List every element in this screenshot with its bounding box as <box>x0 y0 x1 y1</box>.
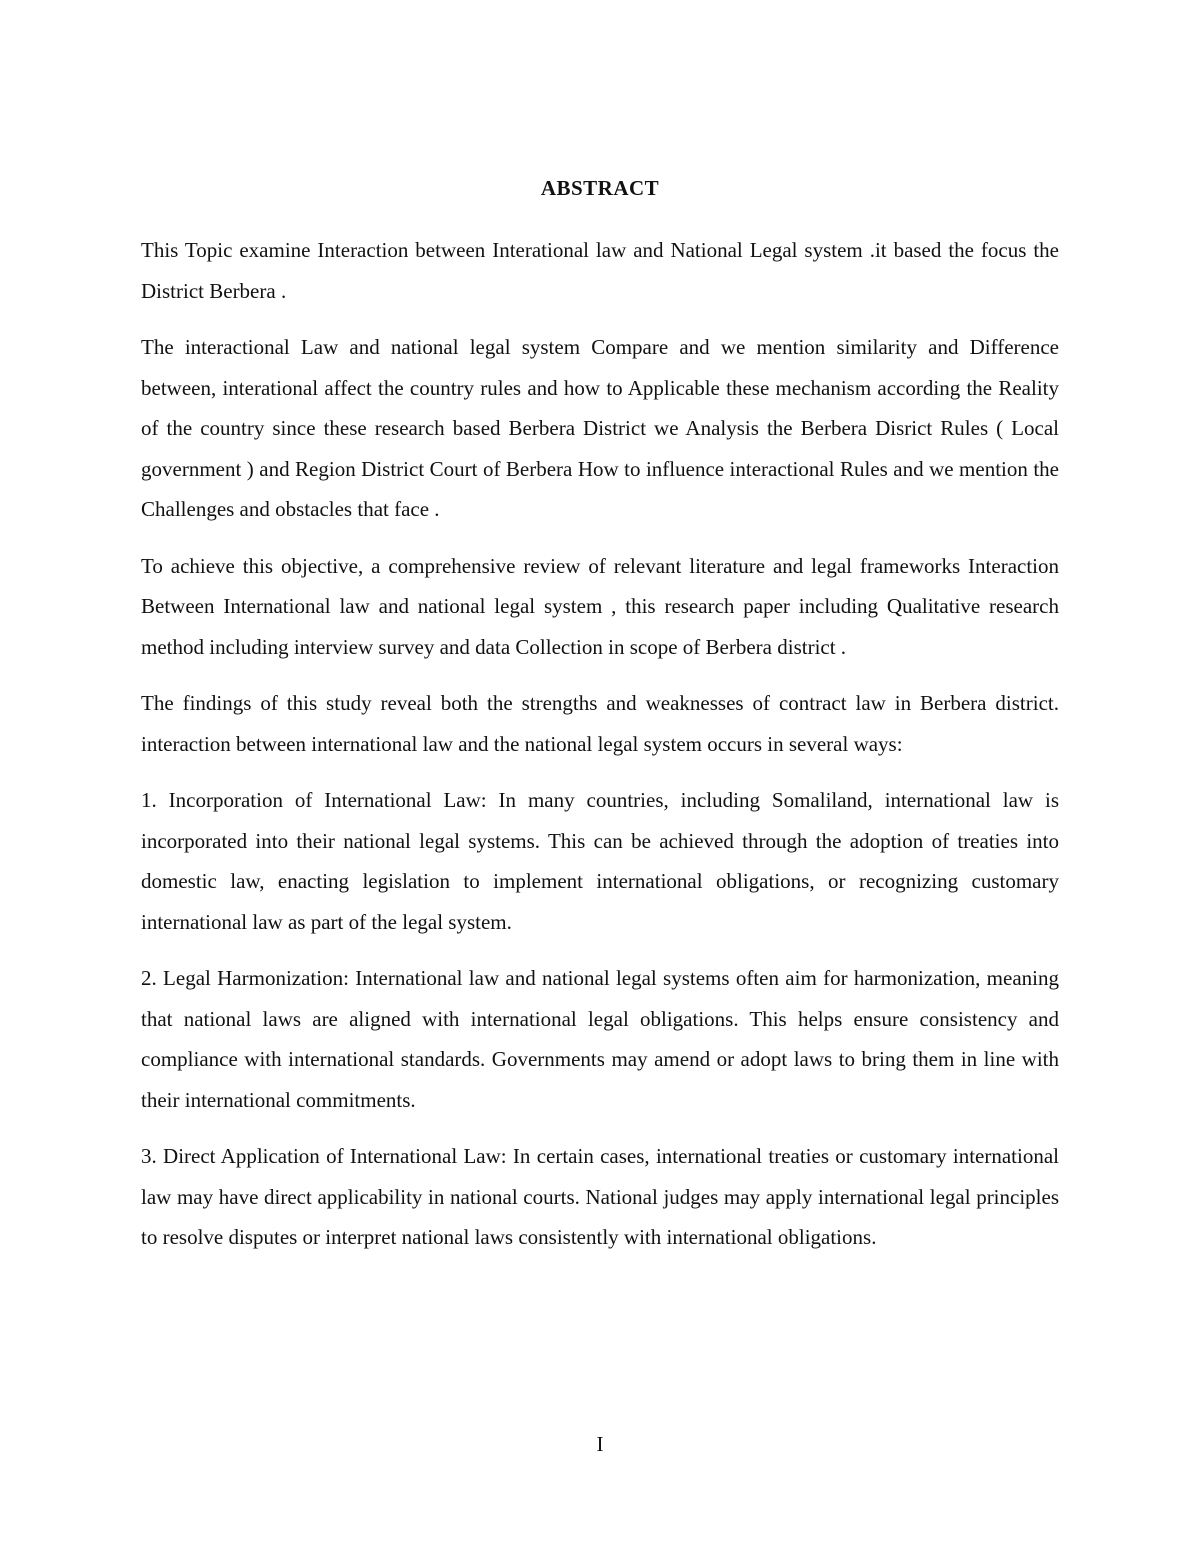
page-title: ABSTRACT <box>540 176 660 200</box>
paragraph-incorporation: 1. Incorporation of International Law: In many countries, including Somaliland, international law is incorporated into their national legal systems. This can be achieved through the adoption of treaties into domestic law, enacting legislation to implement international obligations, or recognizing customary international law as part of the legal system. <box>141 788 1059 934</box>
paragraph-topic: This Topic examine Interaction between Interational law and National Legal system .it based the focus the District Berbera . <box>141 238 1059 303</box>
paragraph-comparison: The interactional Law and national legal system Compare and we mention similarity and Difference between, interational affect the country rules and how to Applicable these mechanism according the Reality of the country since these research based Berbera District we Analysis the Berbera Disrict Rules ( Local government ) and Region District Court of Berbera How to influence interactional Rules and we mention the Challenges and obstacles that face . <box>141 335 1059 521</box>
paragraph-harmonization: 2. Legal Harmonization: International law and national legal systems often aim for harmonization, meaning that national laws are aligned with international legal obligations. This helps ensure consistency and compliance with international standards. Governments may amend or adopt laws to bring them in line with their international commitments. <box>141 966 1059 1112</box>
paragraph-direct-application: 3. Direct Application of International Law: In certain cases, international treaties or customary international law may have direct applicability in national courts. National judges may apply international legal principles to resolve disputes or interpret national laws consistently with international obligations. <box>141 1144 1059 1249</box>
abstract-body <box>141 230 1059 1274</box>
page-number: I <box>596 1432 604 1456</box>
paragraph-objective: To achieve this objective, a comprehensive review of relevant literature and legal frameworks Interaction Between International law and national legal system , this research paper including Qualitative research method including interview survey and data Collection in scope of Berbera district . <box>141 553 1059 659</box>
paragraph-findings: The findings of this study reveal both the strengths and weaknesses of contract law in Berbera district. interaction between international law and the national legal system occurs in several ways: <box>141 691 1059 756</box>
